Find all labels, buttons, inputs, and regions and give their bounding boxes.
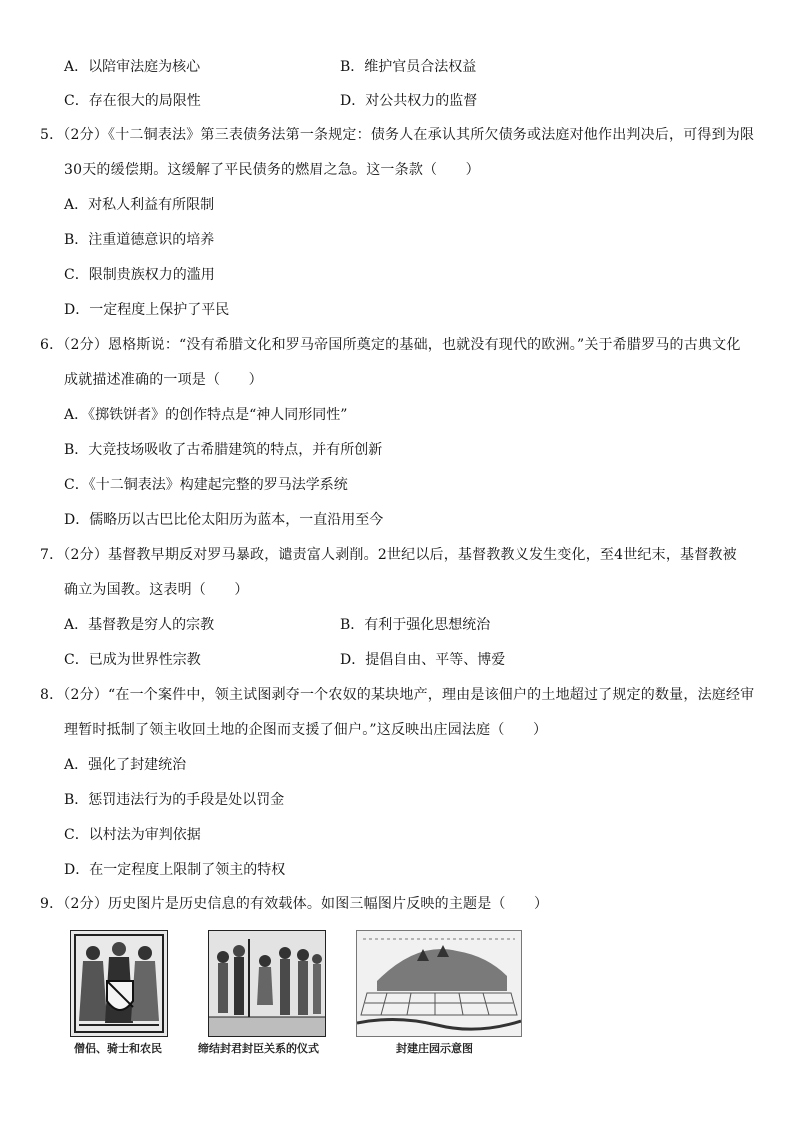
figure-2-caption: 缔结封君封臣关系的仪式 <box>198 1042 319 1055</box>
figure-1-caption: 僧侣、骑士和农民 <box>74 1042 162 1055</box>
q8-option-a: A．强化了封建统治 <box>64 757 187 773</box>
q8-option-c: C．以村法为审判依据 <box>64 827 201 843</box>
figure-monks-knights-peasants <box>70 930 168 1037</box>
q5-stem-line2: 30天的缓偿期。这缓解了平民债务的燃眉之急。这一条款（ ） <box>64 162 480 178</box>
q8-option-d: D．在一定程度上限制了领主的特权 <box>64 862 286 878</box>
q5-option-c: C．限制贵族权力的滥用 <box>64 267 215 283</box>
q8-stem-line1: 8．（2分）“在一个案件中，领主试图剥夺一个农奴的某块地产，理由是该佃户的土地超过了规定的数量，法庭经审 <box>40 687 755 703</box>
q6-stem-line1: 6．（2分）恩格斯说：“没有希腊文化和罗马帝国所奠定的基础，也就没有现代的欧洲。”关于希腊罗马的古典文化 <box>40 337 741 353</box>
q9-stem-line1: 9．（2分）历史图片是历史信息的有效载体。如图三幅图片反映的主题是（ ） <box>40 896 549 912</box>
q7-option-c: C．已成为世界性宗教 <box>64 652 201 668</box>
q5-option-d: D．一定程度上保护了平民 <box>64 302 230 318</box>
q8-option-b: B．惩罚违法行为的手段是处以罚金 <box>64 792 285 808</box>
q4-option-b: B．维护官员合法权益 <box>340 59 477 75</box>
q6-option-b: B．大竞技场吸收了古希腊建筑的特点，并有所创新 <box>64 442 383 458</box>
figure-feudal-manor-map <box>356 930 522 1037</box>
q5-option-a: A．对私人利益有所限制 <box>64 197 215 213</box>
q5-stem-line1: 5．（2分）《十二铜表法》第三表债务法第一条规定：债务人在承认其所欠债务或法庭对他作出判决后，可得到为限 <box>40 127 755 143</box>
q6-option-c: C．《十二铜表法》构建起完整的罗马法学系统 <box>64 477 348 493</box>
q7-option-b: B．有利于强化思想统治 <box>340 617 491 633</box>
q4-option-d: D．对公共权力的监督 <box>340 93 478 109</box>
q7-option-a: A．基督教是穷人的宗教 <box>64 617 215 633</box>
q4-option-c: C．存在很大的局限性 <box>64 93 201 109</box>
q6-option-d: D．儒略历以古巴比伦太阳历为蓝本，一直沿用至今 <box>64 512 384 528</box>
q4-option-a: A．以陪审法庭为核心 <box>64 59 201 75</box>
q7-stem-line2: 确立为国教。这表明（ ） <box>64 582 249 598</box>
q7-option-d: D．提倡自由、平等、博爱 <box>340 652 506 668</box>
figure-vassalage-ceremony <box>208 930 326 1037</box>
q7-stem-line1: 7．（2分）基督教早期反对罗马暴政，谴责富人剥削。2世纪以后，基督教教义发生变化，至4世纪末，基督教被 <box>40 547 737 563</box>
q6-stem-line2: 成就描述准确的一项是（ ） <box>64 372 263 388</box>
q5-option-b: B．注重道德意识的培养 <box>64 232 215 248</box>
q6-option-a: A．《掷铁饼者》的创作特点是“神人同形同性” <box>64 407 348 423</box>
figure-3-caption: 封建庄园示意图 <box>396 1042 473 1055</box>
q8-stem-line2: 理暂时抵制了领主收回土地的企图而支援了佃户。”这反映出庄园法庭（ ） <box>64 722 548 738</box>
